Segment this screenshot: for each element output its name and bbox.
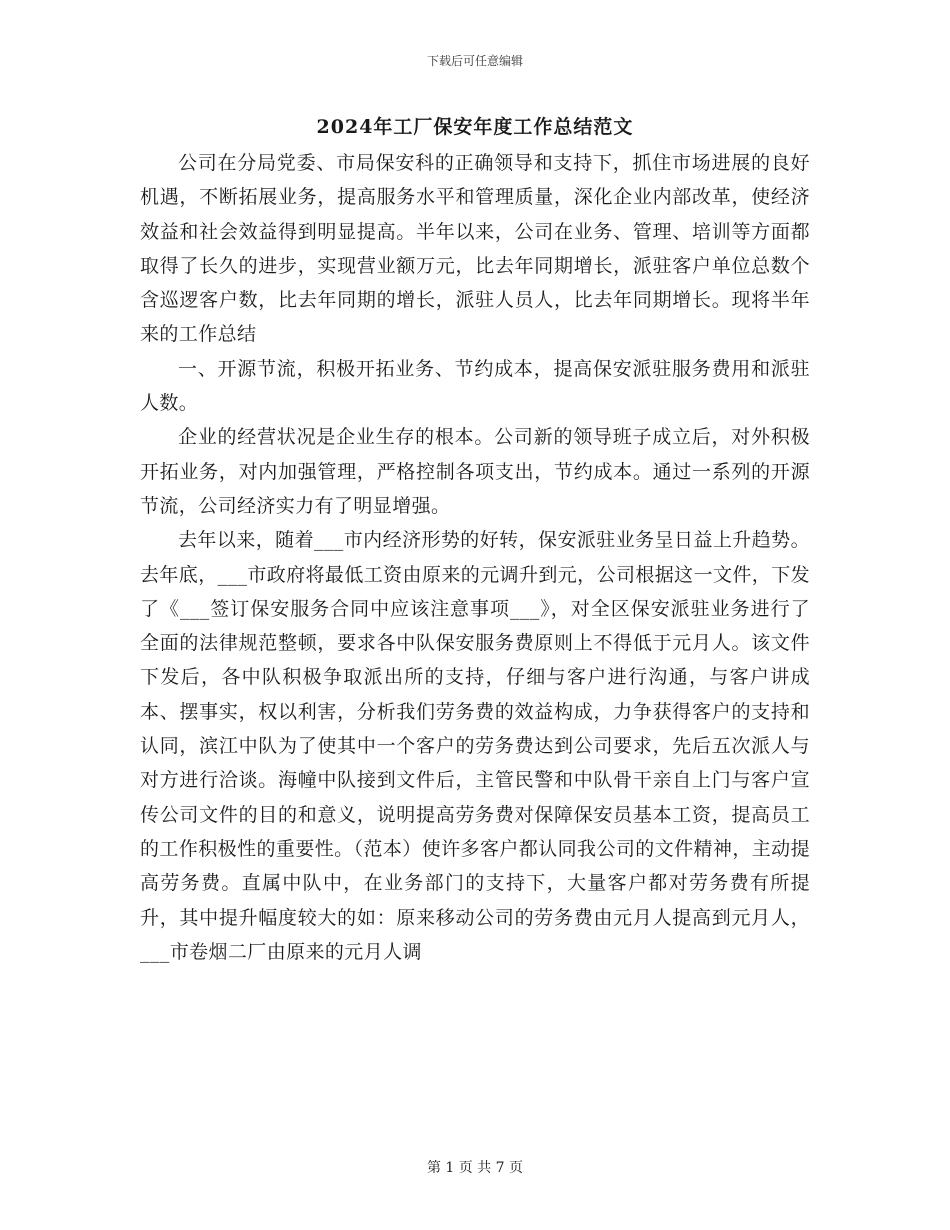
document-title: 2024年工厂保安年度工作总结范文 [316,116,634,138]
paragraph-section-heading: 一、开源节流，积极开拓业务、节约成本，提高保安派驻服务费用和派驻人数。 [140,357,810,415]
paragraph-fee-adjustment: 去年以来，随着___市内经济形势的好转，保安派驻业务呈日益上升趋势。去年底，___市政府将最低工资由原来的元调升到元，公司根据这一文件，下发了《___签订保安服务合同中应该注意事项___》，对全区保安派驻业务进行了全面的法律规范整顿，要求各中队保安服务费原则上不得低于元月人。该文件下发后，各中队积极争取派出所的支持，仔细与客户进行沟通，与客户讲成本、摆事实，权以利害，分析我们劳务费的效益构成，力争获得客户的支持和认同，滨江中队为了使其中一个客户的劳务费达到公司要求，先后五次派人与对方进行洽谈。海幢中队接到文件后，主管民警和中队骨干亲自上门与客户宣传公司文件的目的和意义，说明提高劳务费对保障保安员基本工资，提高员工的工作积极性的重要性。（范本）使许多客户都认同我公司的文件精神，主动提高劳务费。直属中队中，在业务部门的支持下，大量客户都对劳务费有所提升，其中提升幅度较大的如：原来移动公司的劳务费由元月人提高到元月人，___市卷烟二厂由原来的元月人调 [140,529,810,963]
header-note: 下载后可任意编辑 [426,54,523,68]
paragraph-intro: 公司在分局党委、市局保安科的正确领导和支持下，抓住市场进展的良好机遇，不断拓展业务，提高服务水平和管理质量，深化企业内部改革，使经济效益和社会效益得到明显提高。半年以来，公司在业务、管理、培训等方面都取得了长久的进步，实现营业额万元，比去年同期增长，派驻客户单位总数个含巡逻客户数，比去年同期的增长，派驻人员人，比去年同期增长。现将半年来的工作总结 [140,152,810,346]
page-number-footer: 第 1 页 共 7 页 [426,1160,524,1176]
paragraph-business-status: 企业的经营状况是企业生存的根本。公司新的领导班子成立后，对外积极开拓业务，对内加强管理，严格控制各项支出，节约成本。通过一系列的开源节流，公司经济实力有了明显增强。 [140,426,810,517]
document-body [140,146,810,969]
